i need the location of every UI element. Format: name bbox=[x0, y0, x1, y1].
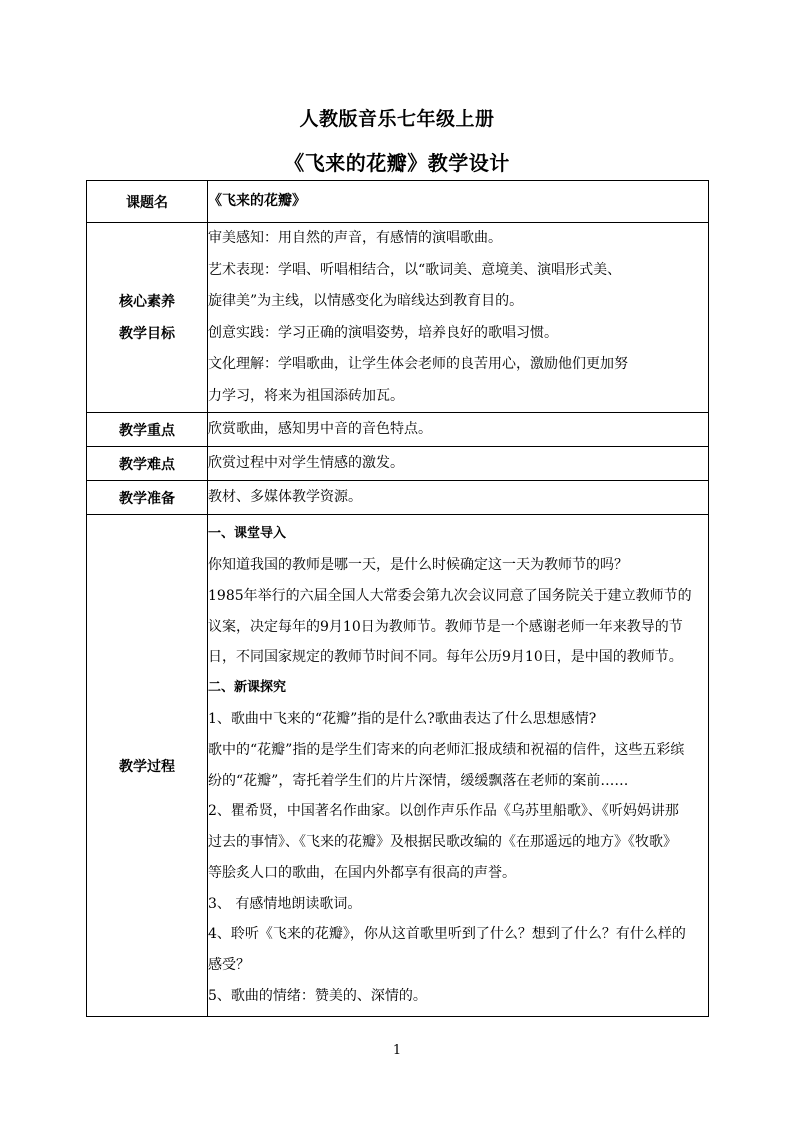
section-heading: 一、课堂导入 bbox=[208, 526, 287, 542]
topic-label: 课题名 bbox=[87, 181, 208, 223]
process-line: 感受？ bbox=[208, 957, 250, 974]
lesson-plan-table bbox=[86, 180, 709, 1017]
difficulties-value: 欣赏过程中对学生情感的激发。 bbox=[208, 447, 709, 481]
table-row-key-points bbox=[87, 413, 709, 447]
table-row-preparation bbox=[87, 481, 709, 515]
table-row-topic bbox=[87, 181, 709, 223]
goals-label bbox=[87, 223, 208, 413]
section-heading: 二、新课探究 bbox=[208, 680, 287, 696]
preparation-value: 教材、多媒体教学资源。 bbox=[208, 481, 709, 515]
process-line: 等脍炙人口的歌曲，在国内外都享有很高的声誉。 bbox=[208, 864, 516, 881]
goal-line: 旋律美”为主线，以情感变化为暗线达到教育目的。 bbox=[208, 293, 524, 309]
process-line: 3、 有感情地朗读歌词。 bbox=[208, 895, 362, 912]
document-subtitle: 《飞来的花瓣》教学设计 bbox=[284, 151, 510, 175]
process-line: 1、歌曲中飞来的“花瓣”指的是什么?歌曲表达了什么思想感情? bbox=[208, 710, 597, 727]
process-line: 纷的“花瓣”，寄托着学生们的片片深情，缓缓飘落在老师的案前…… bbox=[208, 772, 629, 789]
process-label: 教学过程 bbox=[87, 515, 208, 1017]
goal-line: 文化理解：学唱歌曲，让学生体会老师的良苦用心，激励他们更加努 bbox=[208, 356, 628, 372]
process-line: 日，不同国家规定的教师节时间不同。每年公历9月10日，是中国的教师节。 bbox=[208, 649, 683, 666]
difficulties-label: 教学难点 bbox=[87, 447, 208, 481]
table-row-goals bbox=[87, 223, 709, 413]
process-line: 你知道我国的教师是哪一天，是什么时候确定这一天为教师节的吗？ bbox=[208, 556, 628, 573]
key-points-label: 教学重点 bbox=[87, 413, 208, 447]
process-line: 歌中的“花瓣”指的是学生们寄来的向老师汇报成绩和祝福的信件，这些五彩缤 bbox=[208, 741, 685, 758]
process-line: 4、聆听《飞来的花瓣》，你从这首歌里听到了什么？想到了什么？有什么样的 bbox=[208, 926, 686, 943]
table-row-difficulties bbox=[87, 447, 709, 481]
goals-label-line1: 核心素养 bbox=[119, 293, 175, 310]
table-row-process bbox=[87, 515, 709, 1017]
process-line: 议案，决定每年的9月10日为教师节。教师节是一个感谢老师一年来教导的节 bbox=[208, 618, 683, 635]
goals-content bbox=[208, 223, 709, 413]
process-line: 2、瞿希贤，中国著名作曲家。以创作声乐作品《乌苏里船歌》、《听妈妈讲那 bbox=[208, 803, 679, 820]
goal-line: 艺术表现：学唱、听唱相结合，以“歌词美、意境美、演唱形式美、 bbox=[208, 261, 622, 278]
preparation-label: 教学准备 bbox=[87, 481, 208, 515]
process-line: 5、歌曲的情绪：赞美的、深情的。 bbox=[208, 988, 427, 1005]
process-content bbox=[208, 515, 709, 1017]
goal-line: 审美感知：用自然的声音，有感情的演唱歌曲。 bbox=[208, 230, 502, 246]
process-line: 1985年举行的六届全国人大常委会第九次会议同意了国务院关于建立教师节的 bbox=[208, 587, 692, 604]
goal-line: 力学习，将来为祖国添砖加瓦。 bbox=[208, 387, 404, 404]
process-line: 过去的事情》、《飞来的花瓣》及根据民歌改编的《在那遥远的地方》《牧歌》 bbox=[208, 834, 677, 851]
goal-line: 创意实践：学习正确的演唱姿势，培养良好的歌唱习惯。 bbox=[208, 324, 558, 341]
document-title: 人教版音乐七年级上册 bbox=[299, 108, 495, 130]
topic-value: 《飞来的花瓣》 bbox=[208, 181, 709, 223]
key-points-value: 欣赏歌曲，感知男中音的音色特点。 bbox=[208, 413, 709, 447]
page-number: 1 bbox=[392, 1043, 402, 1058]
goals-label-line2: 教学目标 bbox=[119, 325, 175, 342]
